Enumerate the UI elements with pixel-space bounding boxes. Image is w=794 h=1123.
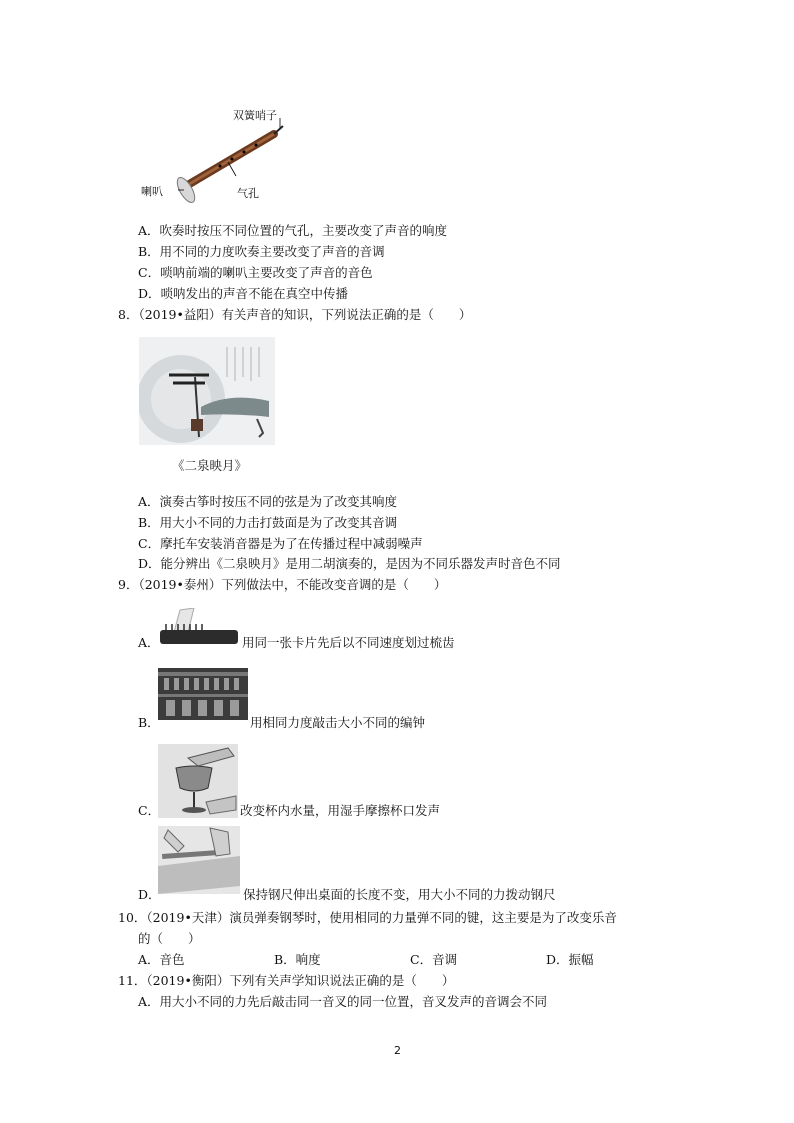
chime-bells-image <box>158 668 248 720</box>
q7-option-b: B．用不同的力度吹奏主要改变了声音的音调 <box>138 244 385 259</box>
q9-option-b-letter: B． <box>138 715 160 730</box>
q9-option-c-text: 改变杯内水量，用湿手摩擦杯口发声 <box>240 803 441 818</box>
q7-option-d: D．唢呐发出的声音不能在真空中传播 <box>138 286 349 301</box>
q10-option-b: B．响度 <box>274 952 321 967</box>
erhu-album-image <box>139 337 275 445</box>
q8-option-a: A．演奏古筝时按压不同的弦是为了改变其响度 <box>138 494 398 509</box>
label-hole: 气孔 <box>237 187 259 200</box>
label-reed: 双簧哨子 <box>233 109 277 122</box>
q8-stem: 8．（2019•益阳）有关声音的知识，下列说法正确的是（ ） <box>118 307 472 322</box>
q10-option-c: C．音调 <box>410 952 458 967</box>
q9-option-b-text: 用相同力度敲击大小不同的编钟 <box>250 715 426 730</box>
q10-stem-line2: 的（ ） <box>138 931 201 946</box>
wine-glass-image <box>158 744 238 818</box>
q8-option-c: C．摩托车安装消音器是为了在传播过程中减弱噪声 <box>138 536 423 551</box>
page-number: 2 <box>394 1044 401 1057</box>
q11-option-a: A．用大小不同的力先后敲击同一音叉的同一位置，音叉发声的音调会不同 <box>138 994 548 1009</box>
q10-option-d: D．振幅 <box>546 952 594 967</box>
q7-option-c: C．唢呐前端的喇叭主要改变了声音的音色 <box>138 265 373 280</box>
q9-option-a-text: 用同一张卡片先后以不同速度划过梳齿 <box>242 635 455 650</box>
steel-ruler-image <box>158 826 240 894</box>
q9-option-d-letter: D． <box>138 887 161 902</box>
label-horn: 喇叭 <box>141 185 163 198</box>
q8-figure-caption: 《二泉映月》 <box>172 458 248 473</box>
q10-option-a: A．音色 <box>138 952 185 967</box>
q7-option-a: A．吹奏时按压不同位置的气孔，主要改变了声音的响度 <box>138 223 448 238</box>
q9-option-d-text: 保持钢尺伸出桌面的长度不变，用大小不同的力拨动钢尺 <box>243 887 556 902</box>
q9-stem: 9．（2019•泰州）下列做法中，不能改变音调的是（ ） <box>118 577 447 592</box>
comb-card-image <box>160 608 240 648</box>
q9-option-c-letter: C． <box>138 803 161 818</box>
q9-option-a-letter: A． <box>138 635 160 650</box>
q8-option-d: D．能分辨出《二泉映月》是用二胡演奏的，是因为不同乐器发声时音色不同 <box>138 556 561 571</box>
q11-stem: 11．（2019•衡阳）下列有关声学知识说法正确的是（ ） <box>118 973 455 988</box>
q8-option-b: B．用大小不同的力击打鼓面是为了改变其音调 <box>138 515 398 530</box>
q10-stem-line1: 10．（2019•天津）演员弹奏钢琴时，使用相同的力量弹不同的键，这主要是为了改变乐音 <box>118 910 617 925</box>
